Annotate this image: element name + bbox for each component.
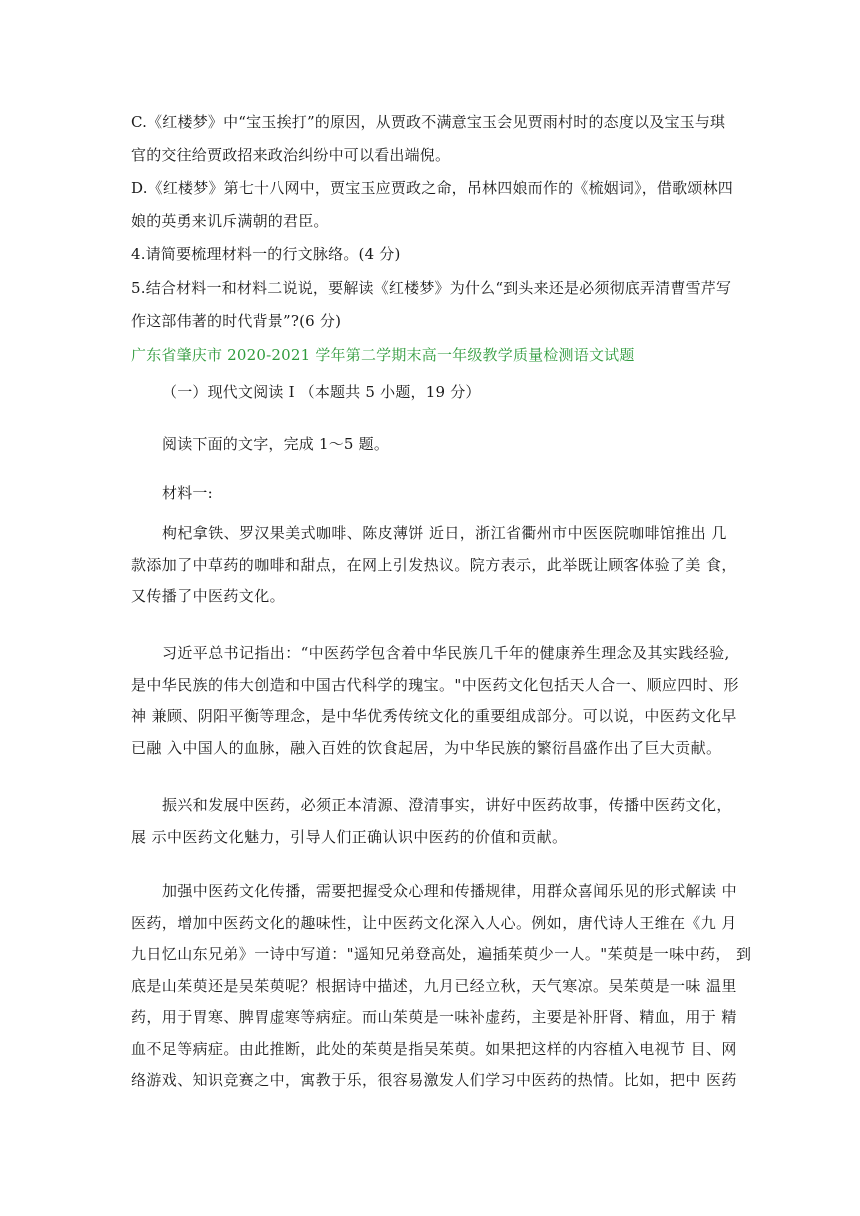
paragraph-4-line: 医药，增加中医药文化的趣味性，让中医药文化深入人心。例如，唐代诗人王维在《九 月 — [131, 913, 737, 932]
paragraph-1-line: 又传播了中医药文化。 — [131, 587, 286, 605]
paragraph-4-line: 药，用于胃寒、脾胃虚寒等病症。而山茱萸是一味补虚药，主要是补肝肾、精血，用于 精 — [131, 1008, 737, 1026]
paragraph-4-line: 九日忆山东兄弟》一诗中写道："遥知兄弟登高处，遍插茱萸少一人。"茱萸是一味中药， 到 — [131, 945, 752, 963]
paragraph-4-line: 血不足等病症。由此推断，此处的茱萸是指吴茱萸。如果把这样的内容植入电视节 目、网 — [131, 1039, 737, 1058]
paragraph-2-line: 已融 入中国人的血脉，融入百姓的饮食起居，为中华民族的繁衍昌盛作出了巨大贡献。 — [131, 738, 722, 757]
section-heading: （一）现代文阅读 I （本题共 5 小题，19 分） — [162, 383, 481, 401]
option-c-line-1: C.《红楼梦》中“宝玉挨打”的原因，从贾政不满意宝玉会见贾雨村时的态度以及宝玉与琪 — [131, 113, 726, 131]
paragraph-4 — [131, 876, 752, 1097]
paragraph-4-line: 底是山茱萸还是吴茱萸呢？根据诗中描述，九月已经立秋，天气寒凉。吴茱萸是一味 温里 — [131, 976, 737, 995]
paragraph-1-line: 款添加了中草药的咖啡和甜点，在网上引发热议。院方表示，此举既让顾客体验了美 食， — [131, 555, 737, 574]
paragraph-2-line: 神 兼顾、阴阳平衡等理念，是中华优秀传统文化的重要组成部分。可以说，中医药文化早 — [131, 707, 737, 725]
paragraph-1-line: 枸杞拿铁、罗汉果美式咖啡、陈皮薄饼 近日，浙江省衢州市中医医院咖啡馆推出 几 — [162, 524, 727, 542]
paragraph-3-line: 振兴和发展中医药，必须正本清源、澄清事实，讲好中医药故事，传播中医药文化， — [162, 796, 732, 814]
paragraph-1 — [131, 518, 741, 613]
paragraph-4-line: 络游戏、知识竞赛之中，寓教于乐，很容易激发人们学习中医药的热情。比如，把中 医药 — [131, 1071, 737, 1089]
option-c-line-2: 官的交往给贾政招来政治纠纷中可以看出端倪。 — [131, 146, 451, 164]
paragraph-2 — [131, 638, 741, 764]
question-4: 4.请简要梳理材料一的行文脉络。(4 分) — [131, 245, 401, 263]
exam-title: 广东省肇庆市 2020-2021 学年第二学期末高一年级教学质量检测语文试题 — [131, 346, 635, 364]
question-5-line-2: 作这部伟著的时代背景”?(6 分) — [131, 312, 342, 330]
reading-instruction: 阅读下面的文字，完成 1～5 题。 — [162, 435, 390, 453]
paragraph-2-line: 习近平总书记指出：“中医药学包含着中华民族几千年的健康养生理念及其实践经验, — [162, 644, 730, 662]
material-label: 材料一: — [162, 484, 213, 502]
paragraph-3 — [131, 790, 741, 853]
option-d-line-2: 娘的英勇来讥斥满朝的君臣。 — [131, 212, 329, 230]
option-d-line-1: D.《红楼梦》第七十八网中，贾宝玉应贾政之命，吊林四娘而作的《梳姻词》，借歌颂林四 — [131, 179, 733, 197]
paragraph-4-line: 加强中医药文化传播，需要把握受众心理和传播规律，用群众喜闻乐见的形式解读 中 — [162, 882, 737, 900]
paragraph-3-line: 展 示中医药文化魅力，引导人们正确认识中医药的价值和贡献。 — [131, 827, 568, 846]
question-5-line-1: 5.结合材料一和材料二说说，要解读《红楼梦》为什么“到头来还是必须彻底弄清曹雪芹写 — [131, 279, 732, 297]
paragraph-2-line: 是中华民族的伟大创造和中国古代科学的瑰宝。"中医药文化包括天人合一、顺应四时、形 — [131, 675, 739, 694]
